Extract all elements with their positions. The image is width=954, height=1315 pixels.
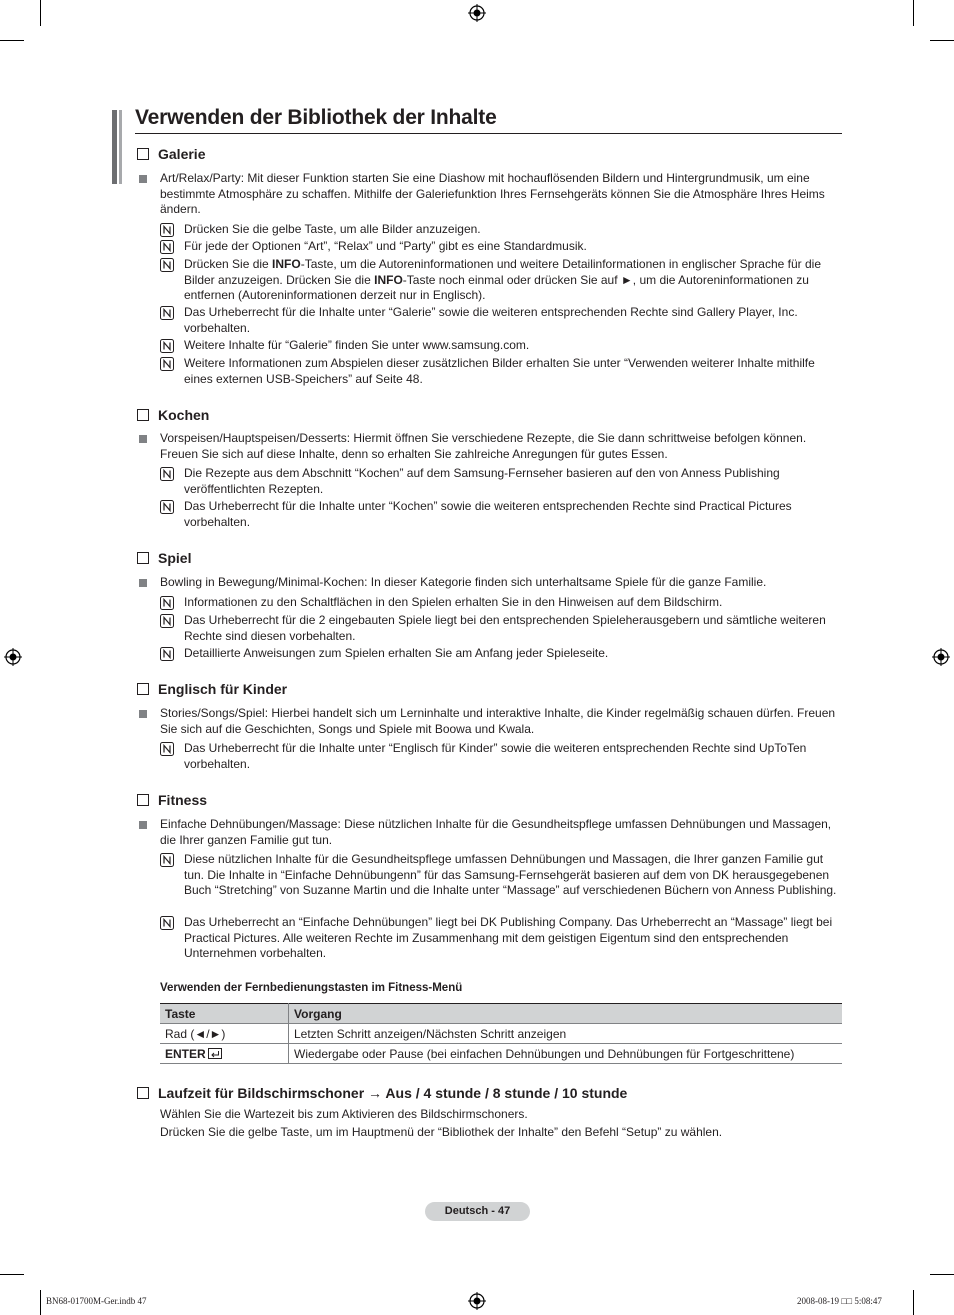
remote-keys-table [160, 1003, 842, 1064]
crop-mark [40, 0, 41, 26]
section-heading-text: Spiel [158, 550, 192, 566]
section-heading-text: Englisch für Kinder [158, 681, 288, 697]
bullet-icon [139, 435, 147, 443]
enter-key-label: ENTER [165, 1046, 206, 1061]
table-cell: Rad (◄/►) [160, 1024, 289, 1044]
table-header: Vorgang [289, 1004, 843, 1024]
note-icon [160, 742, 174, 756]
section-paragraph: Art/Relax/Party: Mit dieser Funktion starten Sie eine Diashow mit hochauflösenden Bildern und Hintergrundmusik, um eine bestimmte Atmosphäre zu schaffen. Mithilfe der Galeriefunktion Ihres Fernsehgeräts können Sie die Atmosphäre Ihres Heims ändern. [160, 171, 825, 216]
bullet-icon [139, 710, 147, 718]
screensaver-line: Wählen Sie die Wartezeit bis zum Aktivieren des Bildschirmschoners. [160, 1107, 528, 1121]
crop-mark [913, 1290, 914, 1315]
note-icon [160, 339, 174, 353]
note-text: Drücken Sie die INFO-Taste, um die Autoreninformationen und weitere Detailinformationen in englischer Sprache für die Bilder anzuzeigen. Drücken Sie die INFO-Taste noch einmal oder drücken Sie auf ►, um die Autoreninformationen zu entfernen (Autoreninformationen derzeit nur in Englisch). [184, 257, 822, 302]
table-cell [160, 1044, 289, 1064]
note-text: Das Urheberrecht für die Inhalte unter “Kochen” sowie die weiteren entsprechenden Rechte sind Practical Pictures vorbehalten. [184, 499, 792, 529]
section-heading-englisch [137, 681, 287, 697]
note-icon [160, 240, 174, 254]
section-heading-text: Kochen [158, 407, 210, 423]
section-heading-galerie [137, 146, 205, 162]
checkbox-icon [137, 683, 149, 695]
checkbox-icon [137, 552, 149, 564]
note-text: Für jede der Optionen “Art”, “Relax” und “Party” gibt es eine Standardmusik. [184, 239, 587, 253]
note-text: Das Urheberrecht für die Inhalte unter “Galerie” sowie die weiteren entsprechenden Rechte sind Gallery Player, Inc. vorbehalten. [184, 305, 798, 335]
note-text: Informationen zu den Schaltflächen in den Spielen erhalten Sie in den Hinweisen auf dem Bildschirm. [184, 595, 723, 609]
registration-mark-icon [4, 648, 22, 666]
note-text: Diese nützlichen Inhalte für die Gesundheitspflege umfassen Dehnübungen und Massagen, die Ihrer ganzen Familie gut tun. Die Inhalte in “Einfache Dehnübungenn” für das Samsung-Fernsehgerät basieren auf dem von DK herausgegebenen Buch “Stretching” von Suzanne Martin und die Inhalte unter “Massage” auf verschiedenen Büchern von Anness Publishing. [184, 852, 837, 897]
note-text: Das Urheberrecht an “Einfache Dehnübungen” liegt bei DK Publishing Company. Das Urheberrecht an “Massage” liegt bei Practical Pictures. Alle weiteren Rechte im Zusammenhang mit dem geistigen Eigentum sind den entsprechenden Unternehmen vorbehalten. [184, 915, 833, 960]
crop-mark [913, 0, 914, 26]
note-icon [160, 647, 174, 661]
footer-date: 2008-08-19 □□ 5:08:47 [797, 1296, 882, 1306]
note-text: Weitere Informationen zum Abspielen dieser zusätzlichen Bilder erhalten Sie unter “Verwenden weiterer Inhalte mithilfe eines externen USB-Speichers” auf Seite 48. [184, 356, 815, 386]
table-row [160, 1044, 842, 1064]
table-header: Taste [160, 1004, 289, 1024]
section-heading-kochen [137, 407, 209, 423]
note-text: Das Urheberrecht für die Inhalte unter “Englisch für Kinder” sowie die weiteren entsprechenden Rechte sind UpToTen vorbehalten. [184, 741, 807, 771]
page-number-badge: Deutsch - 47 [425, 1202, 530, 1221]
registration-mark-icon [932, 648, 950, 666]
registration-mark-icon [468, 1292, 486, 1310]
page-title: Verwenden der Bibliothek der Inhalte [135, 106, 497, 129]
title-accent-bar [112, 110, 117, 184]
bullet-icon [139, 175, 147, 183]
table-cell: Letzten Schritt anzeigen/Nächsten Schritt anzeigen [289, 1024, 843, 1044]
note-text: Drücken Sie die gelbe Taste, um alle Bilder anzuzeigen. [184, 222, 481, 236]
section-heading-text: Laufzeit für Bildschirmschoner → Aus / 4 stunde / 8 stunde / 10 stunde [158, 1085, 628, 1101]
note-icon [160, 614, 174, 628]
bullet-icon [139, 821, 147, 829]
bullet-icon [139, 579, 147, 587]
section-paragraph: Einfache Dehnübungen/Massage: Diese nützlichen Inhalte für die Gesundheitspflege umfassen Dehnübungen und Massagen, die Ihrer ganzen Familie gut tun. [160, 817, 832, 847]
table-cell: Wiedergabe oder Pause (bei einfachen Dehnübungen und Dehnübungen für Fortgeschrittene) [289, 1044, 843, 1064]
section-paragraph: Vorspeisen/Hauptspeisen/Desserts: Hiermit öffnen Sie verschiedene Rezepte, die Sie dann schrittweise befolgen können. Freuen Sie sich auf diese Inhalte, denn so erhalten Sie zahlreiche Anregungen für gutes Essen. [160, 431, 807, 461]
note-icon [160, 853, 174, 867]
note-text: Weitere Inhalte für “Galerie” finden Sie unter www.samsung.com. [184, 338, 530, 352]
note-icon [160, 596, 174, 610]
section-heading-fitness [137, 792, 207, 808]
crop-mark [0, 40, 24, 41]
screensaver-line: Drücken Sie die gelbe Taste, um im Hauptmenü der “Bibliothek der Inhalte” den Befehl “Setup” zu wählen. [160, 1125, 723, 1139]
table-row [160, 1024, 842, 1044]
checkbox-icon [137, 794, 149, 806]
crop-mark [930, 1274, 954, 1275]
section-heading-screensaver [137, 1085, 627, 1101]
title-rule [135, 133, 842, 134]
note-icon [160, 467, 174, 481]
footer-file: BN68-01700M-Ger.indb 47 [46, 1296, 147, 1306]
note-icon [160, 500, 174, 514]
crop-mark [40, 1290, 41, 1315]
table-header-row [160, 1004, 842, 1024]
note-icon [160, 306, 174, 320]
table-title: Verwenden der Fernbedienungstasten im Fitness-Menü [160, 982, 463, 994]
note-text: Das Urheberrecht für die 2 eingebauten Spiele liegt bei den entsprechenden Spieleherausgebern und sämtliche weiteren Rechte sind diesen vorbehalten. [184, 613, 826, 643]
note-text: Detaillierte Anweisungen zum Spielen erhalten Sie am Anfang jeder Spieleseite. [184, 646, 609, 660]
section-heading-spiel [137, 550, 191, 566]
checkbox-icon [137, 148, 149, 160]
title-accent-bar [119, 110, 122, 184]
section-heading-text: Galerie [158, 146, 206, 162]
crop-mark [930, 40, 954, 41]
note-icon [160, 916, 174, 930]
note-icon [160, 223, 174, 237]
registration-mark-icon [468, 4, 486, 22]
checkbox-icon [137, 1087, 149, 1099]
note-icon [160, 258, 174, 272]
note-text: Die Rezepte aus dem Abschnitt “Kochen” auf dem Samsung-Fernseher basieren auf den von Anness Publishing veröffentlichten Rezepten. [184, 466, 780, 496]
note-icon [160, 357, 174, 371]
checkbox-icon [137, 409, 149, 421]
crop-mark [0, 1274, 24, 1275]
section-paragraph: Bowling in Bewegung/Minimal-Kochen: In dieser Kategorie finden sich unterhaltsame Spiele für die ganze Familie. [160, 575, 767, 589]
section-heading-text: Fitness [158, 792, 208, 808]
section-paragraph: Stories/Songs/Spiel: Hierbei handelt sich um Lerninhalte und interaktive Inhalte, die Kinder regelmäßig schauen dürfen. Freuen Sie sich auf die Geschichten, Songs und Spiele mit Boowa und Kwala. [160, 706, 836, 736]
enter-icon [208, 1048, 222, 1059]
